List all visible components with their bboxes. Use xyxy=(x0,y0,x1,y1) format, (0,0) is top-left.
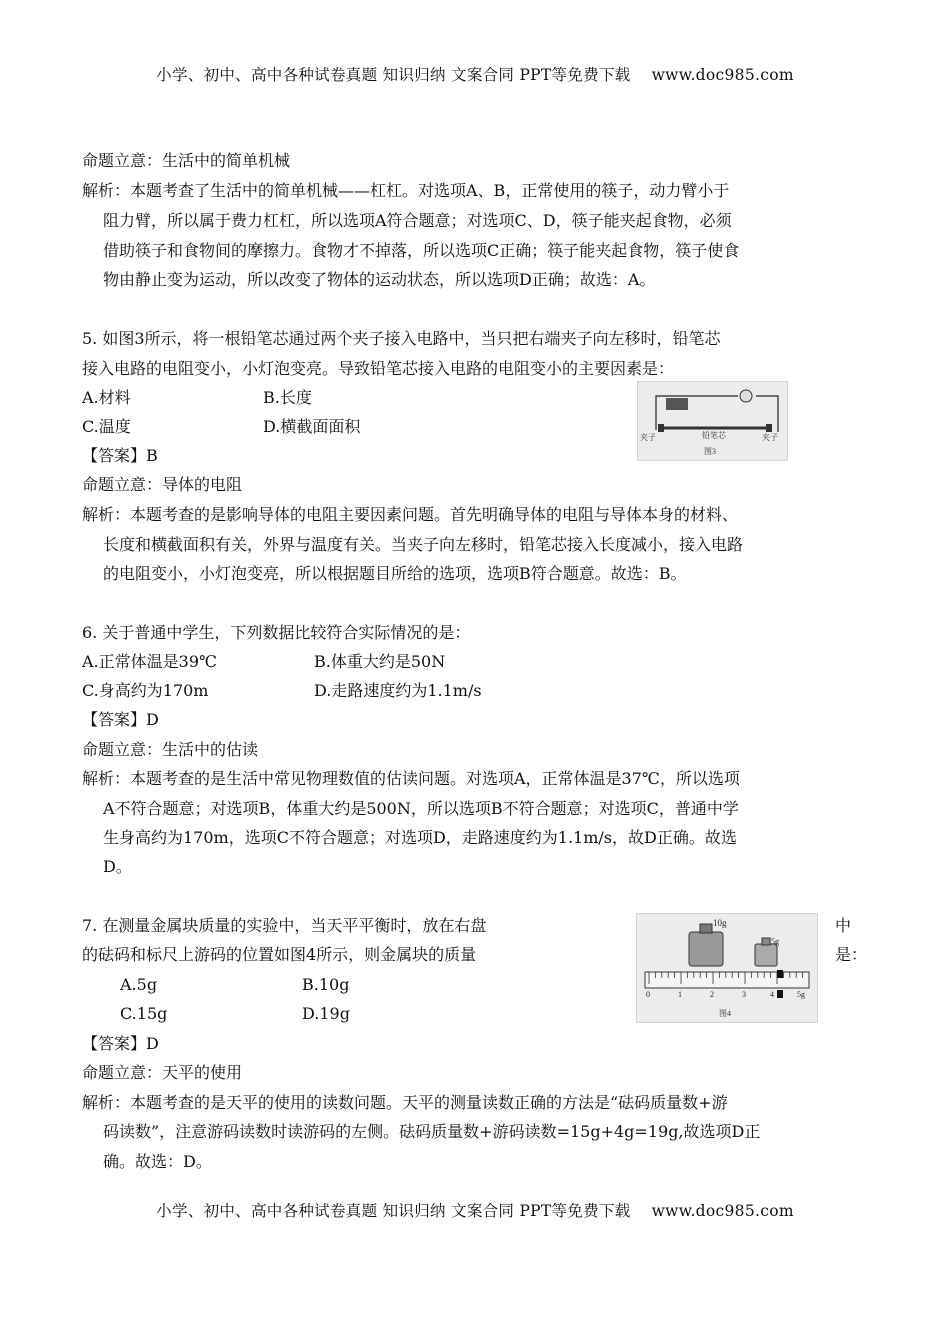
q5-option-b: B.长度 xyxy=(263,388,312,407)
scale-tick-label: 2 xyxy=(710,990,714,999)
q6-intent: 命题立意：生活中的估读 xyxy=(82,740,259,759)
right-clip-icon xyxy=(766,424,772,432)
page-footer: 小学、初中、高中各种试卷真题 知识归纳 文案合同 PPT等免费下载 www.doc985.com xyxy=(156,1202,794,1220)
q5-option-d: D.横截面面积 xyxy=(263,417,361,436)
q7-intent: 命题立意：天平的使用 xyxy=(82,1063,243,1082)
q7-stem-line: 7. 在测量金属块质量的实验中，当天平平衡时，放在右盘 xyxy=(82,916,487,935)
scale-tick-label: 1 xyxy=(678,990,682,999)
q7-stem-line: 的砝码和标尺上游码的位置如图4所示，则金属块的质量 xyxy=(82,945,477,964)
battery-icon xyxy=(666,398,688,410)
q7-stem-line-end: 是： xyxy=(835,945,868,964)
weight-10g-icon xyxy=(689,932,723,966)
fig3-right-clip-label: 夹子 xyxy=(762,433,778,442)
weight-10g-label: 10g xyxy=(713,918,727,928)
q6-option-b: B.体重大约是50N xyxy=(314,652,446,671)
fig3-core-label: 铅笔芯 xyxy=(702,431,726,440)
q7-analysis-line: 确。故选：D。 xyxy=(103,1152,212,1171)
scale-tick-label: 0 xyxy=(646,990,650,999)
q4-analysis-line: 解析：本题考查了生活中的简单机械——杠杠。对选项A、B，正常使用的筷子，动力臂小于 xyxy=(82,181,730,200)
scale-ruler xyxy=(645,972,809,988)
q5-stem-line: 5. 如图3所示，将一根铅笔芯通过两个夹子接入电路中，当只把右端夹子向左移时，铅笔芯 xyxy=(82,329,721,348)
weight-5g-label: 5g xyxy=(771,937,779,946)
bulb-icon xyxy=(740,390,752,402)
q4-analysis-line: 阻力臂，所以属于费力杠杠，所以选项A符合题意；对选项C、D，筷子能夹起食物，必须 xyxy=(103,211,732,230)
q7-option-b: B.10g xyxy=(302,975,350,994)
figure-4-balance-scale xyxy=(636,913,818,1023)
q5-intent: 命题立意：导体的电阻 xyxy=(82,475,243,494)
q7-answer: 【答案】D xyxy=(82,1034,159,1053)
q6-analysis-line: D。 xyxy=(103,857,132,876)
left-clip-icon xyxy=(658,424,664,432)
fig3-left-clip-label: 夹子 xyxy=(640,433,656,442)
q7-stem-line-end: 中 xyxy=(835,916,852,935)
scale-tick-label: 3 xyxy=(742,990,746,999)
q4-intent: 命题立意：生活中的简单机械 xyxy=(82,151,291,170)
q7-option-c: C.15g xyxy=(120,1004,168,1023)
q6-option-a: A.正常体温是39℃ xyxy=(82,652,217,671)
q7-analysis-line: 解析：本题考查的是天平的使用的读数问题。天平的测量读数正确的方法是“砝码质量数+游 xyxy=(82,1093,728,1112)
q5-option-a: A.材料 xyxy=(82,388,131,407)
scale-tick-label: 4 xyxy=(770,990,774,999)
rider-bottom-icon xyxy=(777,990,783,998)
rider-top-icon xyxy=(777,970,783,978)
q6-analysis-line: 解析：本题考查的是生活中常见物理数值的估读问题。对选项A，正常体温是37℃，所以选项 xyxy=(82,769,740,788)
q7-option-a: A.5g xyxy=(120,975,158,994)
q6-analysis-line: A不符合题意；对选项B，体重大约是500N，所以选项B不符合题意；对选项C，普通中学 xyxy=(103,799,739,818)
weight-5g-icon xyxy=(755,944,777,966)
q6-option-c: C.身高约为170m xyxy=(82,681,209,700)
q5-stem-line: 接入电路的电阻变小，小灯泡变亮。导致铅笔芯接入电路的电阻变小的主要因素是： xyxy=(82,359,675,378)
scale-tick-label: 5g xyxy=(797,990,805,999)
q6-option-d: D.走路速度约为1.1m/s xyxy=(314,681,482,700)
q5-analysis-line: 长度和横截面积有关，外界与温度有关。当夹子向左移时，铅笔芯接入长度减小，接入电路 xyxy=(103,535,744,554)
fig4-caption: 图4 xyxy=(719,1009,731,1018)
q7-option-d: D.19g xyxy=(302,1004,350,1023)
q4-analysis-line: 物由静止变为运动，所以改变了物体的运动状态，所以选项D正确；故选：A。 xyxy=(103,270,656,289)
page-header: 小学、初中、高中各种试卷真题 知识归纳 文案合同 PPT等免费下载 www.doc985.com xyxy=(156,66,794,84)
fig3-caption: 图3 xyxy=(704,447,716,456)
q6-stem: 6. 关于普通中学生，下列数据比较符合实际情况的是： xyxy=(82,623,471,642)
q6-answer: 【答案】D xyxy=(82,710,159,729)
q4-analysis-line: 借助筷子和食物间的摩擦力。食物才不掉落，所以选项C正确；筷子能夹起食物，筷子使食 xyxy=(103,241,740,260)
q7-analysis-line: 码读数”，注意游码读数时读游码的左侧。砝码质量数+游码读数=15g+4g=19g,故选项D正 xyxy=(103,1122,761,1141)
q5-analysis-line: 的电阻变小，小灯泡变亮，所以根据题目所给的选项，选项B符合题意。故选：B。 xyxy=(103,564,687,583)
q5-option-c: C.温度 xyxy=(82,417,131,436)
q5-analysis-line: 解析：本题考查的是影响导体的电阻主要因素问题。首先明确导体的电阻与导体本身的材料、 xyxy=(82,505,739,524)
q5-answer: 【答案】B xyxy=(82,446,158,465)
q6-analysis-line: 生身高约为170m，选项C不符合题意；对选项D，走路速度约为1.1m/s，故D正确。故选 xyxy=(103,828,737,847)
figure-3-pencil-circuit xyxy=(637,381,788,461)
